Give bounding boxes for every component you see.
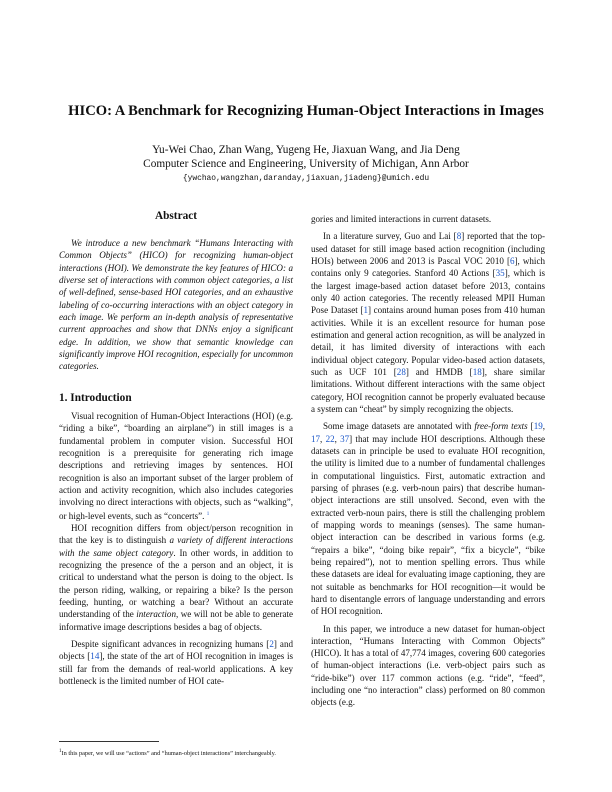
footnote-number: 1 xyxy=(59,749,62,754)
citation-link[interactable]: 22 xyxy=(325,433,335,444)
author-emails: {ywchao,wangzhan,daranday,jiaxuan,jiadeng}@umich.edu xyxy=(182,174,430,183)
right-paragraph-0: gories and limited interactions in current datasets. xyxy=(311,214,492,224)
citation-link[interactable]: 14 xyxy=(90,651,100,662)
abstract-text: We introduce a new benchmark “Humans Interacting with Common Objects” (HICO) for recognizing human-object interactions (HOI). We demonstrate the key features of HICO: a diverse set of interactions with common object categories, a list of well-defined, sense-based HOI categories, and an exhaustive labeling of co-occurring interactions with an object category in each image. We perform an in-depth analysis of representative current approaches and show that DNNs enjoy a significant edge. In addition, we show that semantic knowledge can significantly improve HOI recognition, especially for uncommon categories. xyxy=(59,238,293,372)
footnote-marker[interactable]: 1 xyxy=(206,511,210,517)
footnote xyxy=(59,747,293,758)
footnote-text: In this paper, we will use “actions” and “human-object interactions” interchangeably. xyxy=(61,750,276,758)
affiliation: Computer Science and Engineering, University of Michigan, Ann Arbor xyxy=(143,158,469,171)
citation-link[interactable]: 28 xyxy=(396,366,406,377)
abstract-heading: Abstract xyxy=(154,210,198,222)
section-heading-introduction: 1. Introduction xyxy=(59,392,132,404)
citation-link[interactable]: 37 xyxy=(340,433,350,444)
citation-link[interactable]: 17 xyxy=(311,433,321,444)
citation-link[interactable]: 6 xyxy=(509,255,515,266)
author-block xyxy=(0,143,612,171)
citation-link[interactable]: 35 xyxy=(495,268,505,279)
right-paragraph-1: In a literature survey, Guo and Lai [8] reported that the top-used dataset for still image based action recognition (including HOIs) between 2006 and 2013 is Pascal VOC 2010 [6], which contains only 9 categories. Stanford 40 Actions [35], which is the largest image-based action dataset before 2013, contains only 40 action categories. The recently released MPII Human Pose Dataset [1] contains around human poses from 410 human activities. While it is an excellent resource for human pose estimation and general action recognition, as will be analyzed in detail, it has limited diversity of interactions with each individual object category. Popular video-based action datasets, such as UCF 101 [28] and HMDB [18], share similar limitations. Without different interactions with the same object category, HOI recognition cannot be properly evaluated because a system can “cheat” by simply recognizing the objects. xyxy=(311,231,545,414)
citation-link[interactable]: 19 xyxy=(533,421,543,432)
right-paragraph-2: Some image datasets are annotated with free-form texts [19, 17, 22, 37] that may include HOI descriptions. Although these datasets can in principle be used to evaluate HOI recognition, the utility is limited due to a number of fundamental challenges in computational linguistics. First, automatic extraction and parsing of phrases (e.g. verb-noun pairs) that describe human-object interactions are still unsolved. Second, even with the extracted verb-noun pairs, there is still the challenging problem of mapping words to meanings (senses). The same human-object interaction can be described in various forms (e.g. “repairs a bike”, “doing bike repair”, “fix a bicycle”, “bike being repaired”), not to mention spelling errors. Thus while these datasets are ideal for evaluating image captioning, they are not suitable as benchmarks for HOI recognition—it would be hard to disentangle errors of language understanding and errors of HOI recognition. xyxy=(311,421,545,617)
footnote-divider xyxy=(59,741,159,742)
citation-link[interactable]: 18 xyxy=(472,366,482,377)
intro-paragraph-3: Despite significant advances in recognizing humans [2] and objects [14], the state of the art of HOI recognition in images is still far from the demands of real-world applications. A key bottleneck is the limited number of HOI cate- xyxy=(59,638,293,686)
right-column xyxy=(311,213,545,709)
intro-body xyxy=(59,410,293,687)
authors: Yu-Wei Chao, Zhan Wang, Yugeng He, Jiaxuan Wang, and Jia Deng xyxy=(152,144,460,156)
right-paragraph-3: In this paper, we introduce a new dataset for human-object interaction, “Humans Interacting with Common Objects” (HICO). It has a total of 47,774 images, covering 600 categories of human-object interactions (i.e. verb-object pairs such as “ride-bike”) over 117 common actions (e.g. “ride”, “feed”, including one “no interaction” class) performed on 80 common objects (e.g. xyxy=(311,623,545,708)
intro-paragraph-1: Visual recognition of Human-Object Interactions (HOI) (e.g. “riding a bike”, “boarding an airplane”) in still images is a fundamental problem in computer vision. Successful HOI recognition is a prerequisite for generating rich image descriptions and retrieving images by sentences. HOI recognition is also an important subset of the larger problem of action and activity recognition, which also includes categories involving no direct interactions with objects, such as “walking”, or high-level events, such as “concerts”. $^1$ xyxy=(59,411,293,521)
citation-link[interactable]: 8 xyxy=(456,231,462,242)
intro-paragraph-2: HOI recognition differs from object/person recognition in that the key is to distinguish a variety of different interactions with the same object category. In other words, in addition to recognizing the presence of the a person and an object, it is critical to understand what the person is doing to the object. Is the person riding, walking, or repairing a bike? Is the person feeding, hunting, or watching a bear? Without an accurate understanding of the interaction, we will not be able to generate informative image descriptions besides a bag of objects. xyxy=(59,522,293,632)
citation-link[interactable]: 2 xyxy=(269,638,274,649)
citation-link[interactable]: 1 xyxy=(363,305,368,316)
paper-title: HICO: A Benchmark for Recognizing Human-Object Interactions in Images xyxy=(68,103,544,119)
